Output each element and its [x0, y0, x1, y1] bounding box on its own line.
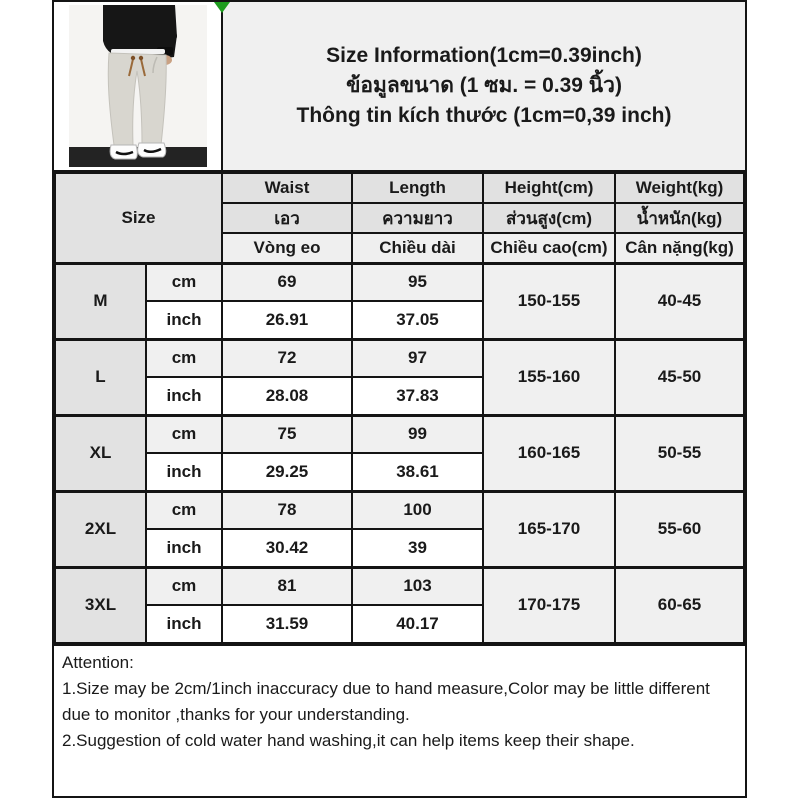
length-value: 39	[352, 529, 483, 567]
height-range: 165-170	[483, 491, 615, 567]
waist-value: 75	[222, 415, 352, 453]
table-row	[55, 491, 744, 529]
title-vietnamese: Thông tin kích thước (1cm=0,39 inch)	[296, 104, 672, 127]
size-table	[54, 172, 745, 644]
col-header-waist-vi: Vòng eo	[222, 233, 352, 263]
weight-range: 55-60	[615, 491, 744, 567]
table-row	[55, 415, 744, 453]
table-row	[55, 263, 744, 301]
height-range: 155-160	[483, 339, 615, 415]
waist-value: 31.59	[222, 605, 352, 643]
length-value: 97	[352, 339, 483, 377]
waist-value: 69	[222, 263, 352, 301]
weight-range: 60-65	[615, 567, 744, 643]
waist-value: 26.91	[222, 301, 352, 339]
col-header-waist: Waist	[222, 173, 352, 203]
waist-value: 30.42	[222, 529, 352, 567]
length-value: 103	[352, 567, 483, 605]
attention-note-2: 2.Suggestion of cold water hand washing,it can help items keep their shape.	[62, 731, 635, 750]
waist-value: 28.08	[222, 377, 352, 415]
col-header-weight: Weight(kg)	[615, 173, 744, 203]
length-value: 37.05	[352, 301, 483, 339]
unit-cell: inch	[146, 301, 222, 339]
size-cell: L	[55, 339, 146, 415]
waist-value: 29.25	[222, 453, 352, 491]
length-value: 38.61	[352, 453, 483, 491]
col-header-height-th: ส่วนสูง(cm)	[483, 203, 615, 233]
col-header-height: Height(cm)	[483, 173, 615, 203]
unit-cell: inch	[146, 529, 222, 567]
unit-cell: inch	[146, 453, 222, 491]
col-header-weight-vi: Cân nặng(kg)	[615, 233, 744, 263]
attention-notes	[54, 644, 745, 796]
table-row	[55, 339, 744, 377]
col-header-waist-th: เอว	[222, 203, 352, 233]
waist-value: 78	[222, 491, 352, 529]
col-header-length: Length	[352, 173, 483, 203]
col-header-length-vi: Chiều dài	[352, 233, 483, 263]
attention-heading: Attention:	[62, 653, 134, 672]
length-value: 37.83	[352, 377, 483, 415]
size-cell: XL	[55, 415, 146, 491]
unit-cell: cm	[146, 567, 222, 605]
model-wearing-gray-pants-illustration	[58, 5, 218, 167]
title-english: Size Information(1cm=0.39inch)	[326, 44, 642, 67]
weight-range: 45-50	[615, 339, 744, 415]
title-thai: ข้อมูลขนาด (1 ซม. = 0.39 นิ้ว)	[346, 74, 622, 97]
waist-value: 81	[222, 567, 352, 605]
unit-cell: inch	[146, 377, 222, 415]
length-value: 40.17	[352, 605, 483, 643]
header-row	[54, 2, 745, 172]
col-header-height-vi: Chiều cao(cm)	[483, 233, 615, 263]
size-cell: 3XL	[55, 567, 146, 643]
size-chart-sheet	[52, 0, 747, 798]
unit-cell: inch	[146, 605, 222, 643]
weight-range: 40-45	[615, 263, 744, 339]
length-value: 99	[352, 415, 483, 453]
size-cell: 2XL	[55, 491, 146, 567]
product-photo	[54, 2, 223, 170]
green-corner-marker-icon	[214, 2, 230, 13]
height-range: 150-155	[483, 263, 615, 339]
table-row	[55, 567, 744, 605]
attention-note-1: 1.Size may be 2cm/1inch inaccuracy due to hand measure,Color may be little different due to monitor ,thanks for your understanding.	[62, 679, 710, 724]
unit-cell: cm	[146, 339, 222, 377]
weight-range: 50-55	[615, 415, 744, 491]
size-header-cell: Size	[55, 173, 222, 263]
length-value: 100	[352, 491, 483, 529]
size-cell: M	[55, 263, 146, 339]
header-row-en	[55, 173, 744, 203]
unit-cell: cm	[146, 263, 222, 301]
unit-cell: cm	[146, 491, 222, 529]
unit-cell: cm	[146, 415, 222, 453]
waist-value: 72	[222, 339, 352, 377]
length-value: 95	[352, 263, 483, 301]
title-panel	[223, 2, 745, 170]
col-header-length-th: ความยาว	[352, 203, 483, 233]
height-range: 160-165	[483, 415, 615, 491]
height-range: 170-175	[483, 567, 615, 643]
col-header-weight-th: น้ำหนัก(kg)	[615, 203, 744, 233]
